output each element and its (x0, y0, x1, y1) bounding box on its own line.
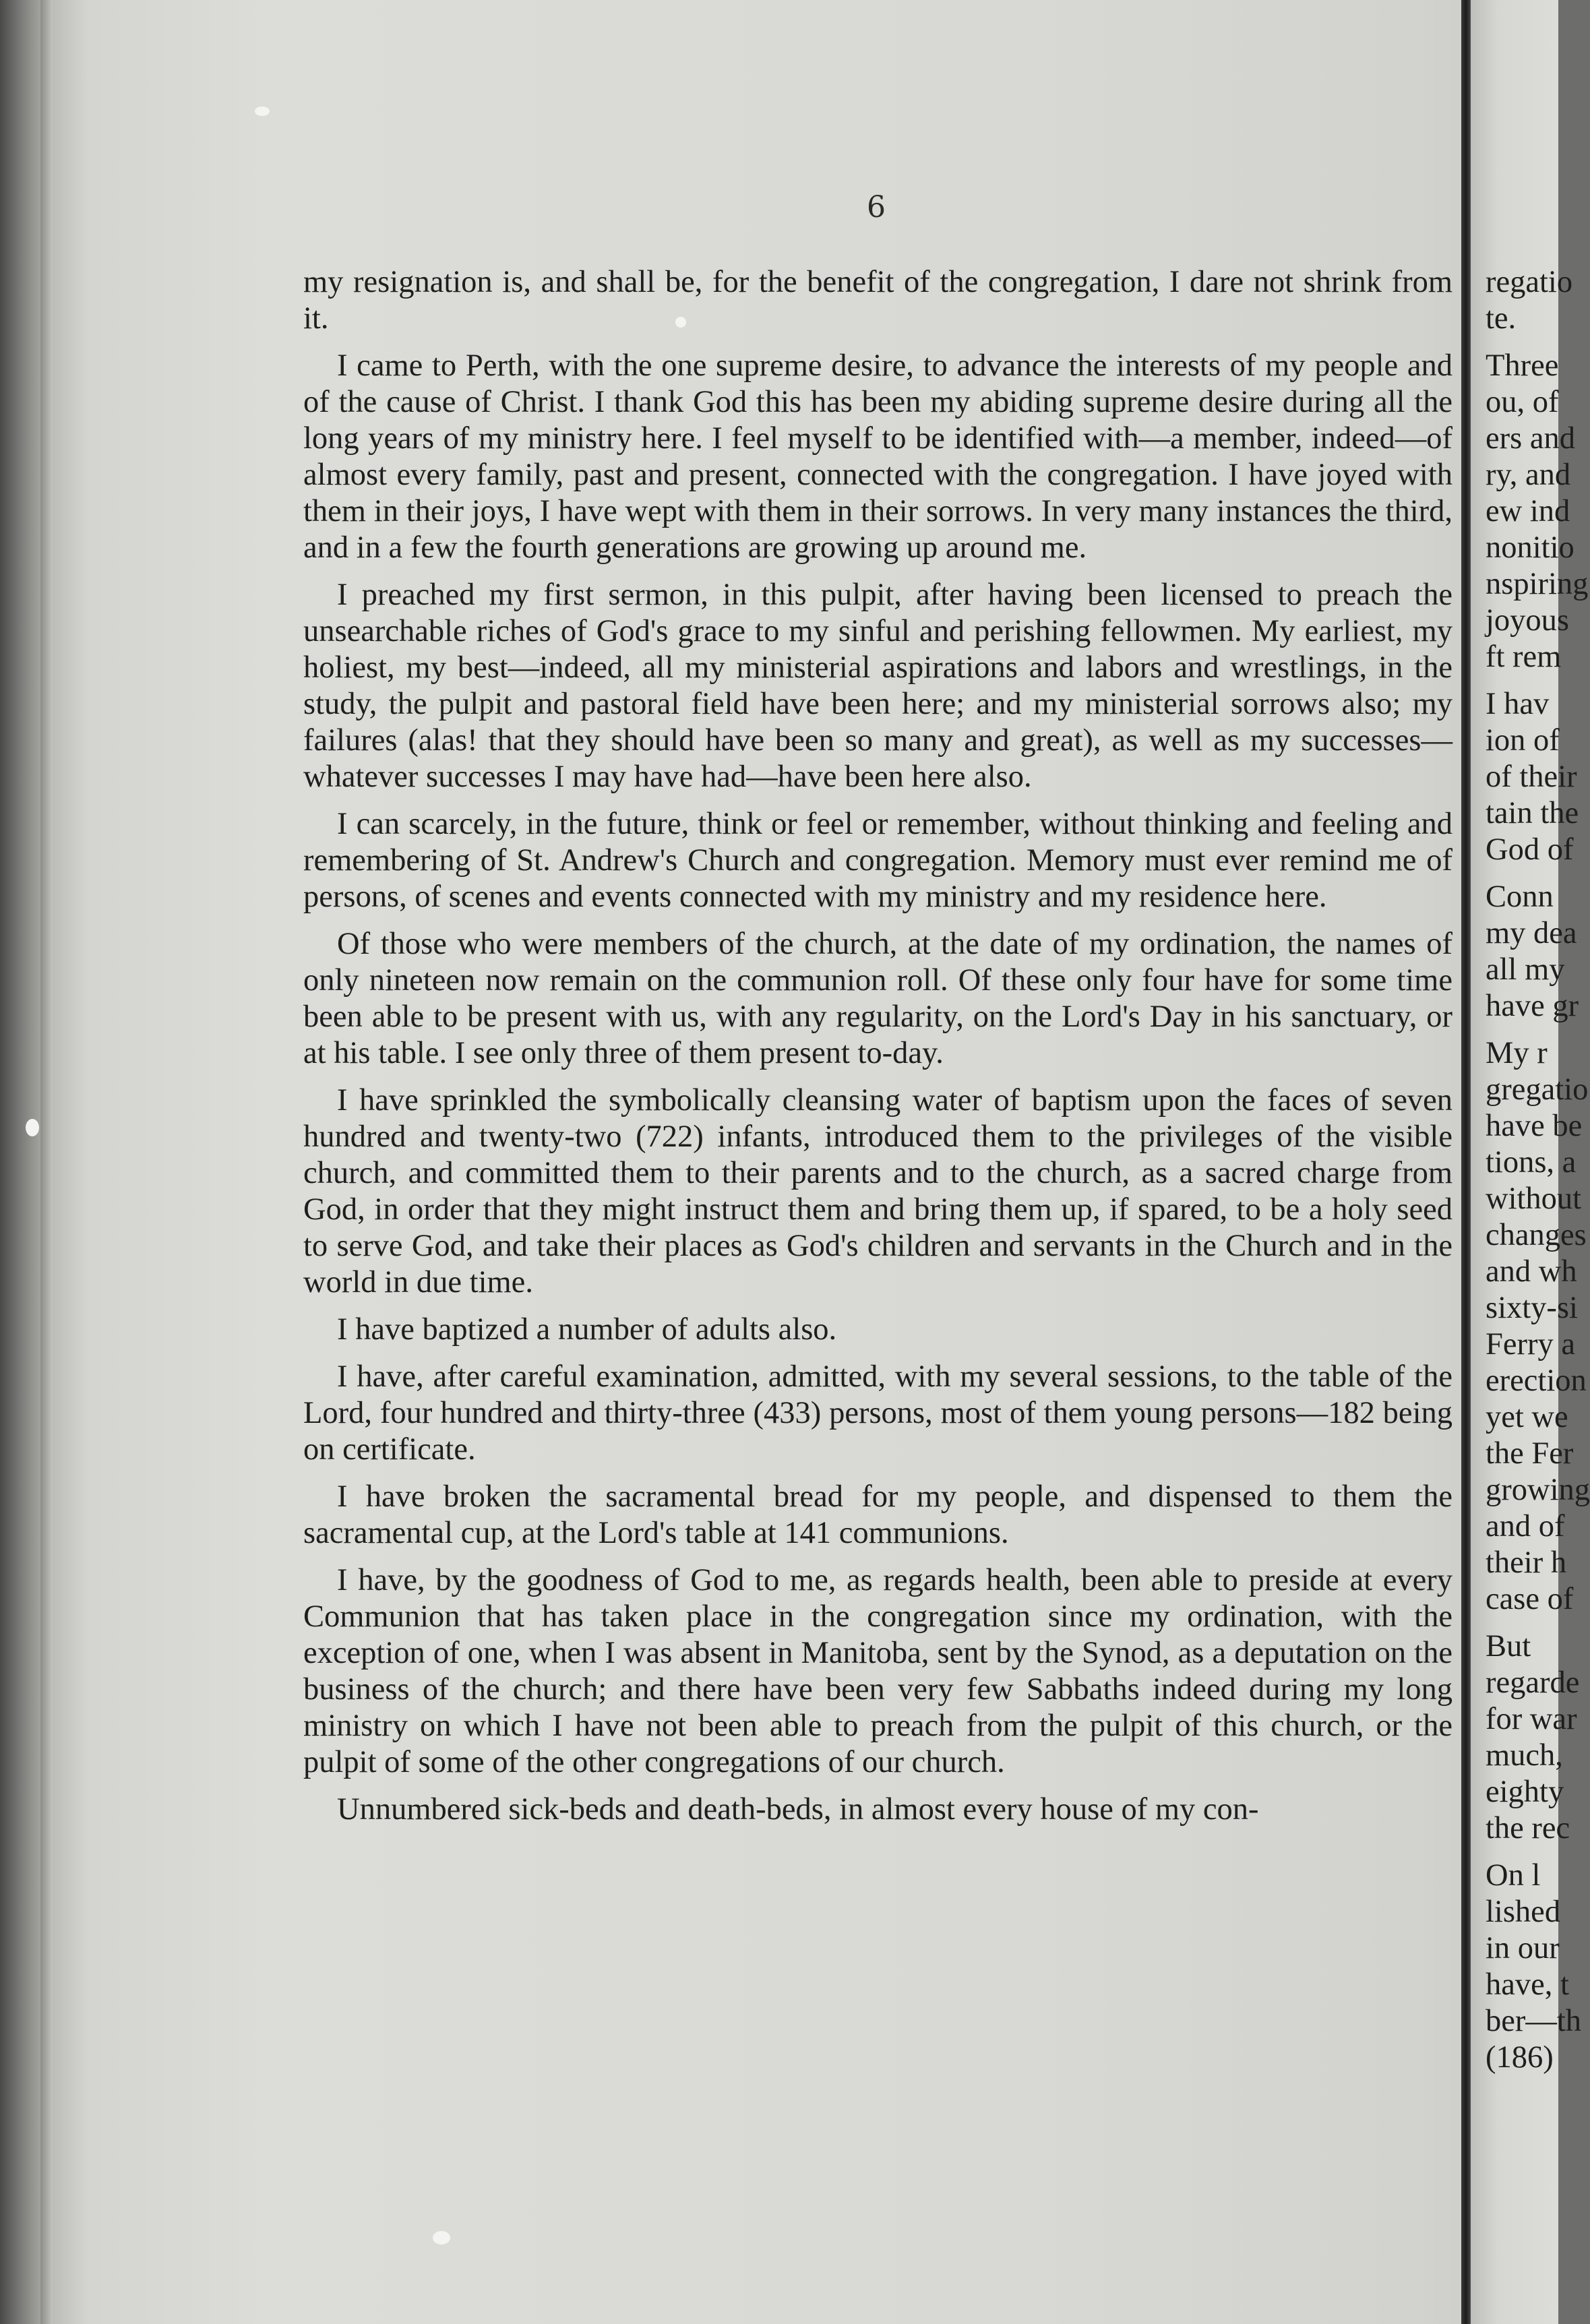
paragraph: I came to Perth, with the one supreme desire, to advance the interests of my people and of the cause of Christ. I thank God this has been my abiding supreme desire during all the long years of my ministry here. I feel myself to be identified with—a member, indeed—of almost every family, past and present, connected with the congregation. I have joyed with them in their joys, I have wept with them in their sorrows. In very many instances the third, and in a few the fourth generations are growing up around me. (303, 348, 1453, 565)
text-fragment: changes (1486, 1218, 1587, 1252)
scan-speck (255, 106, 270, 116)
text-fragment: the Fer (1486, 1436, 1574, 1471)
text-fragment: all my (1486, 952, 1565, 987)
right-page-fragment (1471, 0, 1590, 2324)
text-fragment: have gr (1486, 989, 1579, 1023)
paragraph: Of those who were members of the church, at the date of my ordination, the names of only nineteen now remain on the communion roll. Of these only four have for some time been able to be present with us, with any regularity, on the Lord's Day in his sanctuary, or at his table. I see only three of them present to-day. (303, 927, 1453, 1070)
text-fragment: have be (1486, 1109, 1583, 1143)
text-fragment: their h (1486, 1546, 1567, 1580)
text-fragment: in our (1486, 1931, 1560, 1965)
text-fragment: and of (1486, 1509, 1565, 1543)
text-fragment: regatio (1486, 265, 1573, 299)
text-fragment: ers and (1486, 421, 1575, 456)
text-fragment: Ferry a (1486, 1327, 1575, 1362)
text-fragment: the rec (1486, 1811, 1570, 1845)
text-fragment: ry, and (1486, 458, 1571, 492)
paragraph: Unnumbered sick-beds and death-beds, in almost every house of my con- (337, 1792, 1259, 1827)
paragraph: I have, after careful examination, admitted, with my several sessions, to the table of the Lord, four hundred and thirty-three (433) persons, most of them young persons—182 being on certificate. (303, 1359, 1453, 1467)
paragraph: I have baptized a number of adults also. (337, 1312, 837, 1347)
text-fragment: erection (1486, 1364, 1587, 1398)
text-fragment: On l (1486, 1858, 1541, 1893)
text-fragment: growing (1486, 1473, 1590, 1507)
text-fragment: for war (1486, 1702, 1577, 1736)
text-fragment: ion of (1486, 723, 1560, 758)
right-page-text (1469, 264, 1590, 2076)
text-fragment: eighty (1486, 1775, 1564, 1809)
text-fragment: nonitio (1486, 530, 1574, 565)
text-fragment: without (1486, 1182, 1582, 1216)
paragraph: my resignation is, and shall be, for the benefit of the congregation, I dare not shrink from it. (303, 265, 1453, 336)
scan-speck (433, 2231, 450, 2244)
text-fragment: nspiring (1486, 567, 1589, 601)
text-fragment: tions, a (1486, 1145, 1577, 1180)
text-fragment: But (1486, 1629, 1531, 1663)
text-fragment: have, t (1486, 1967, 1569, 2002)
text-fragment: ber—th (1486, 2004, 1582, 2038)
text-fragment: of their (1486, 760, 1577, 794)
paragraph: I can scarcely, in the future, think or feel or remember, without thinking and feeling and remembering of St. Andrew's Church and congregation. Memory must ever remind me of persons, of scenes and events connected with my ministry and my residence here. (303, 807, 1453, 914)
text-fragment: sixty-si (1486, 1291, 1578, 1325)
left-page-edge (40, 0, 53, 2324)
text-fragment: (186) (1486, 2040, 1554, 2075)
text-fragment: ou, of (1486, 385, 1559, 419)
text-fragment: lished (1486, 1895, 1561, 1929)
text-fragment: I hav (1486, 687, 1550, 721)
text-fragment: regarde (1486, 1665, 1580, 1700)
text-fragment: my dea (1486, 916, 1577, 950)
paragraph: I have sprinkled the symbolically cleansing water of baptism upon the faces of seven hundred and twenty-two (722) infants, introduced them to the privileges of the visible church, and committed them to their parents and to the church, as a sacred charge from God, in order that they might instruct them and bring them up, if spared, to be a holy seed to serve God, and take their places as God's children and servants in the Church and in the world in due time. (303, 1083, 1453, 1299)
text-fragment: joyous (1486, 603, 1570, 638)
text-fragment: My r (1486, 1036, 1548, 1070)
scan-speck (26, 1119, 39, 1136)
text-fragment: ft rem (1486, 640, 1562, 674)
text-fragment: ew ind (1486, 494, 1570, 528)
text-fragment: case of (1486, 1582, 1574, 1616)
paragraph: I have broken the sacramental bread for my people, and dispensed to them the sacramental cup, at the Lord's table at 141 communions. (303, 1479, 1453, 1550)
text-fragment: yet we (1486, 1400, 1568, 1434)
page-number: 6 (867, 190, 886, 224)
body-text (303, 264, 1453, 1839)
text-fragment: te. (1486, 301, 1517, 336)
text-fragment: Conn (1486, 880, 1554, 914)
text-fragment: God of (1486, 832, 1574, 867)
text-fragment: gregatio (1486, 1072, 1589, 1107)
paragraph: I preached my first sermon, in this pulpit, after having been licensed to preach the unsearchable riches of God's grace to my sinful and perishing fellowmen. My earliest, my holiest, my best—indeed, all my ministerial aspirations and labors and wrestlings, in the study, the pulpit and pastoral field have been here; and my ministerial sorrows also; my failures (alas! that they should have been so many and great), as well as my successes—whatever successes I may have had—have been here also. (303, 578, 1453, 794)
text-fragment: and wh (1486, 1254, 1577, 1289)
paragraph: I have, by the goodness of God to me, as regards health, been able to preside at every Communion that has taken place in the congregation since my ordination, with the exception of one, when I was absent in Manitoba, sent by the Synod, as a deputation on the business of the church; and there have been very few Sabbaths indeed during my long ministry on which I have not been able to preach from the pulpit of this church, or the pulpit of some of the other congregations of our church. (303, 1563, 1453, 1779)
text-fragment: much, (1486, 1738, 1563, 1773)
text-fragment: Three (1486, 348, 1559, 383)
text-fragment: tain the (1486, 796, 1579, 830)
